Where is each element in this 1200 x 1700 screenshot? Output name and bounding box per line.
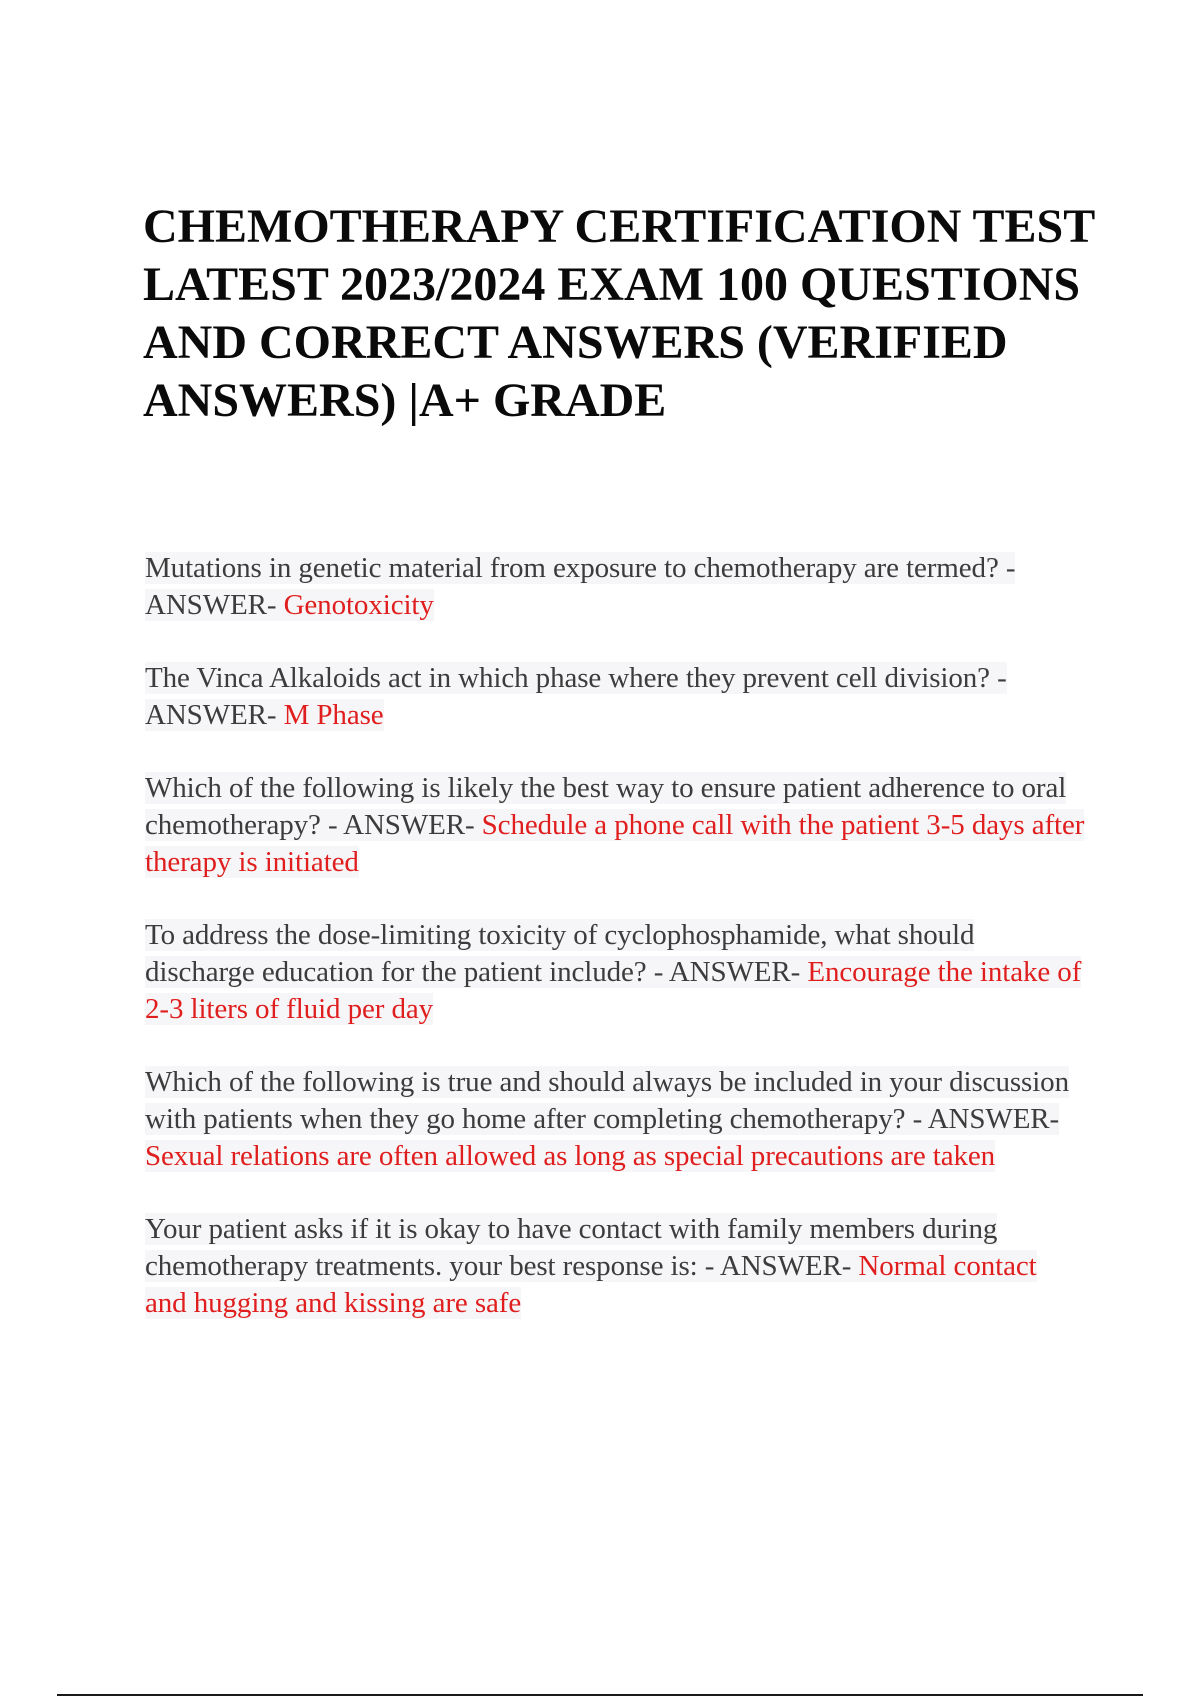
answer-text: Encourage the intake of 2-3 liters of fluid per day (145, 956, 1082, 1025)
answer-separator: - ANSWER- (697, 1250, 859, 1282)
qa-item (145, 1211, 1085, 1322)
answer-separator: - ANSWER- (905, 1103, 1060, 1135)
qa-list (145, 550, 1085, 1358)
question-text: Which of the following is likely the best way to ensure patient adherence to oral chemotherapy? (145, 772, 1067, 841)
answer-separator: - ANSWER- (145, 552, 1016, 621)
qa-item (145, 550, 1085, 624)
answer-separator: - ANSWER- (646, 956, 808, 988)
question-text: To address the dose-limiting toxicity of cyclophosphamide, what should discharge education for the patient include? (145, 919, 975, 988)
answer-text: M Phase (283, 699, 384, 731)
answer-text: Sexual relations are often allowed as long as special precautions are taken (145, 1140, 996, 1172)
question-text: Which of the following is true and should always be included in your discussion with patients when they go home after completing chemotherapy? (145, 1066, 1069, 1135)
qa-item (145, 1064, 1085, 1175)
question-text: Your patient asks if it is okay to have contact with family members during chemotherapy treatments. your best response is: (145, 1213, 998, 1282)
footer-divider (57, 1694, 1143, 1696)
question-text: Mutations in genetic material from exposure to chemotherapy are termed? (145, 552, 999, 584)
qa-item (145, 770, 1085, 881)
answer-text: Normal contact and hugging and kissing are safe (145, 1250, 1037, 1319)
answer-text: Schedule a phone call with the patient 3-5 days after therapy is initiated (145, 809, 1085, 878)
document-title: CHEMOTHERAPY CERTIFICATION TEST LATEST 2023/2024 EXAM 100 QUESTIONS AND CORRECT ANSWERS (VERIFIED ANSWERS) |A+ GRADE (143, 200, 1096, 427)
answer-separator: - ANSWER- (145, 662, 1007, 731)
answer-separator: - ANSWER- (320, 809, 482, 841)
answer-text: Genotoxicity (283, 589, 434, 621)
question-text: The Vinca Alkaloids act in which phase where they prevent cell division? (145, 662, 990, 694)
qa-item (145, 660, 1085, 734)
qa-item (145, 917, 1085, 1028)
